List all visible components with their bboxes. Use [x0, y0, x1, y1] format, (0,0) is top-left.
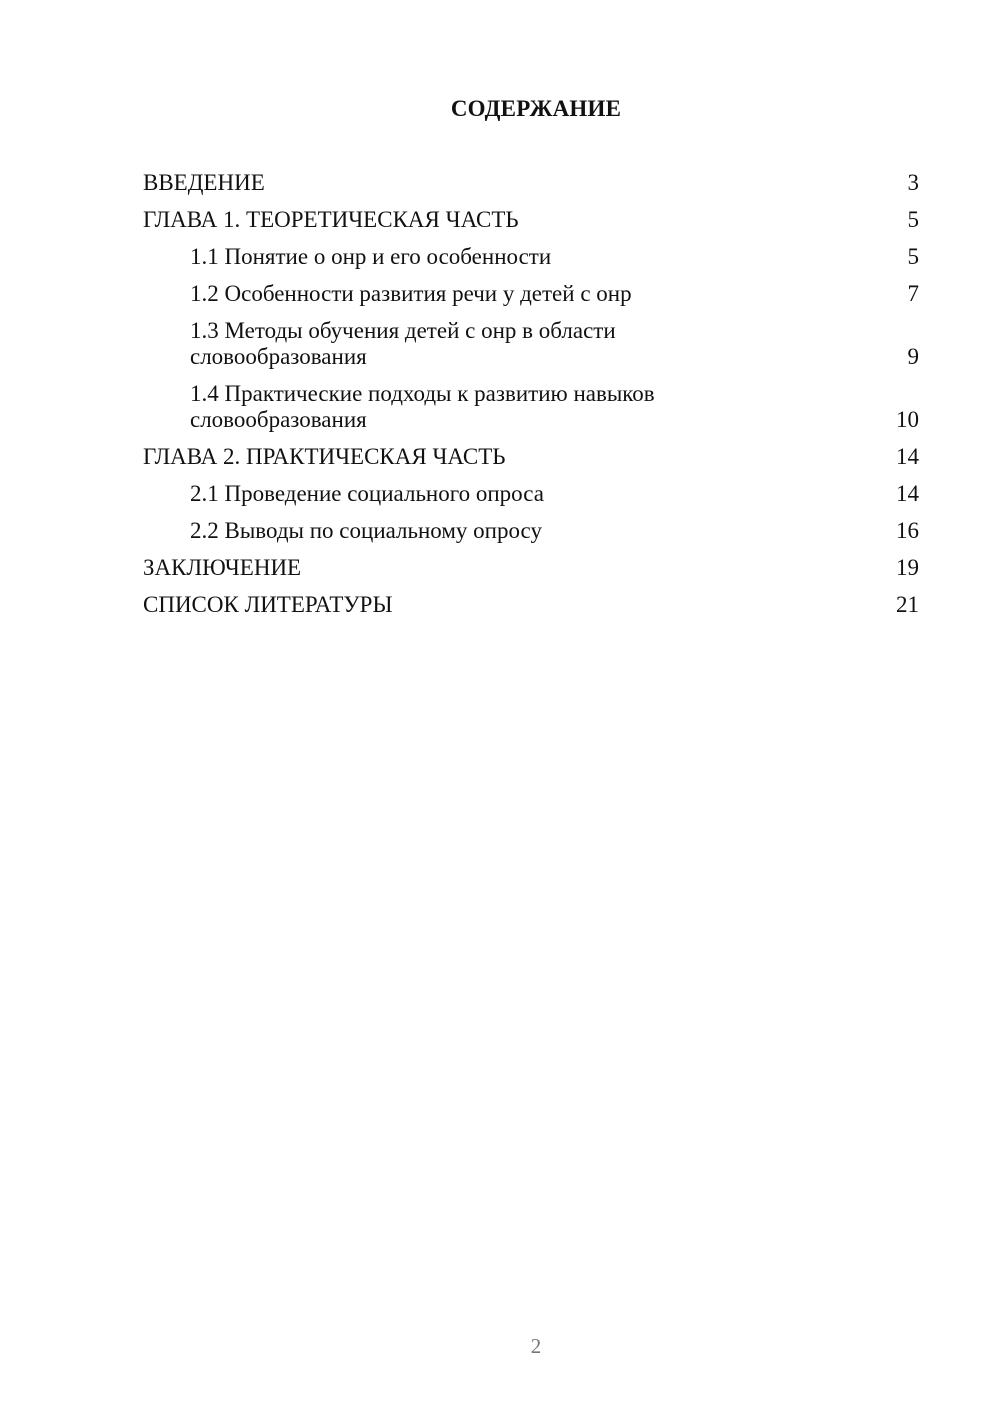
toc-entry-page: 5	[907, 244, 919, 269]
toc-entry-page: 16	[896, 518, 919, 543]
toc-entry-label-line: словообразования	[190, 407, 367, 432]
toc-entry-page: 7	[907, 281, 919, 306]
toc-entry-bibliography[interactable]	[143, 592, 919, 618]
toc-entry-introduction[interactable]	[143, 170, 919, 196]
toc-entry-label	[143, 381, 889, 433]
toc-entry-label-line: СПИСОК ЛИТЕРАТУРЫ	[143, 592, 393, 617]
toc-entry-label-line: 1.4 Практические подходы к развитию навыков	[190, 381, 655, 406]
toc-entry-conclusion[interactable]	[143, 555, 919, 581]
toc-entry-label-line: 1.1 Понятие о онр и его особенности	[190, 244, 552, 269]
toc-entry-label	[143, 481, 889, 507]
toc-entry-page: 5	[907, 207, 919, 232]
toc-entry-label-line: ВВЕДЕНИЕ	[143, 170, 265, 195]
toc-entry-label-line: словообразования	[190, 344, 367, 369]
toc-entry-section-1-2[interactable]	[143, 281, 919, 307]
toc-entry-section-2-1[interactable]	[143, 481, 919, 507]
toc-entry-chapter-1[interactable]	[143, 207, 919, 233]
toc-entry-section-2-2[interactable]	[143, 518, 919, 544]
toc-entry-label-line: 1.3 Методы обучения детей с онр в области	[190, 318, 616, 343]
toc-entry-chapter-2[interactable]	[143, 444, 919, 470]
toc-entry-label-line: ЗАКЛЮЧЕНИЕ	[143, 555, 302, 580]
toc-entry-page: 14	[896, 481, 919, 506]
toc-entry-label	[143, 207, 889, 233]
toc-entry-label-line: ГЛАВА 1. ТЕОРЕТИЧЕСКАЯ ЧАСТЬ	[143, 207, 519, 232]
toc-entry-page: 9	[907, 344, 919, 369]
toc-entry-page: 3	[907, 170, 919, 195]
toc-entry-label	[143, 555, 889, 581]
toc-entry-section-1-3[interactable]	[143, 318, 919, 370]
toc-entry-page: 19	[896, 555, 919, 580]
toc-entry-label-line: 2.1 Проведение социального опроса	[190, 481, 544, 506]
toc-entry-section-1-4[interactable]	[143, 381, 919, 433]
toc-entry-label-line: ГЛАВА 2. ПРАКТИЧЕСКАЯ ЧАСТЬ	[143, 444, 506, 469]
toc-entry-label	[143, 592, 889, 618]
toc-entry-label-line: 1.2 Особенности развития речи у детей с онр	[190, 281, 632, 306]
toc-entry-label-line: 2.2 Выводы по социальному опросу	[190, 518, 542, 543]
page-title: СОДЕРЖАНИЕ	[450, 96, 622, 121]
toc-entry-label	[143, 318, 889, 370]
toc-entry-label	[143, 170, 889, 196]
toc-entry-label	[143, 444, 889, 470]
toc-entry-page: 14	[896, 444, 919, 469]
toc-entry-label	[143, 244, 889, 270]
toc-entry-label	[143, 281, 889, 307]
toc-entry-label	[143, 518, 889, 544]
toc-entry-page: 10	[896, 407, 919, 432]
table-of-contents	[143, 170, 919, 629]
toc-entry-page: 21	[896, 592, 919, 617]
page-number: 2	[530, 1334, 542, 1358]
toc-entry-section-1-1[interactable]	[143, 244, 919, 270]
